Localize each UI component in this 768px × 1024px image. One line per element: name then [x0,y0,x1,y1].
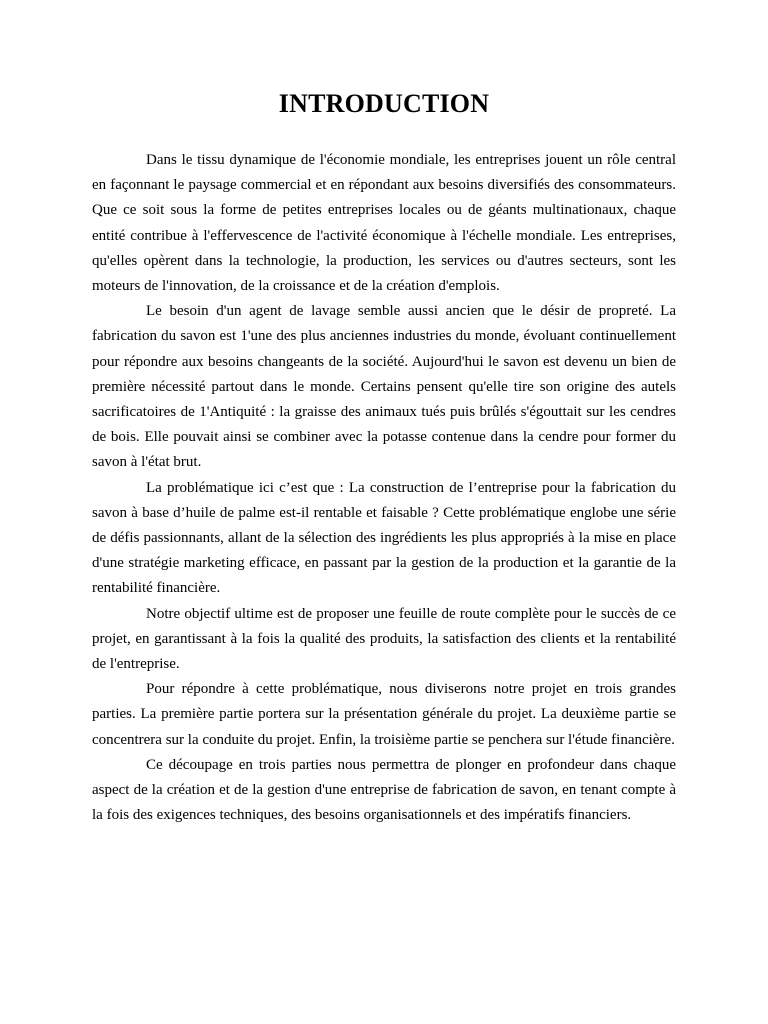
paragraph-problem-statement: La problématique ici c’est que : La construction de l’entreprise pour la fabrication du savon à base d’huile de palme est-il rentable et faisable ? Cette problématique englobe une série de défis passionnants, allant de la sélection des ingrédients les plus appropriés à la mise en place d'une stratégie marketing efficace, en passant par la gestion de la production et la garantie de la rentabilité financière. [92,479,676,597]
paragraph-structure: Ce découpage en trois parties nous permettra de plonger en profondeur dans chaque aspect de la création et de la gestion d'une entreprise de fabrication de savon, en tenant compte à la fois des exigences techniques, des besoins organisationnels et des impératifs financiers. [92,756,676,824]
page-title: INTRODUCTION [278,89,490,118]
paragraph-plan: Pour répondre à cette problématique, nous diviserons notre projet en trois grandes parties. La première partie portera sur la présentation générale du projet. La deuxième partie se concentrera sur la conduite du projet. Enfin, la troisième partie se penchera sur l'étude financière. [92,681,676,748]
paragraph-economy: Dans le tissu dynamique de l'économie mondiale, les entreprises jouent un rôle central en façonnant le paysage commercial et en répondant aux besoins diversifiés des consommateurs. Que ce soit sous la forme de petites entreprises locales ou de géants multinationaux, chaque entité contribue à l'effervescence de l'activité économique à l'échelle mondiale. Les entreprises, qu'elles opèrent dans la technologie, la production, les services ou d'autres secteurs, sont les moteurs de l'innovation, de la croissance et de la création d'emplois. [92,152,676,295]
paragraph-soap-history: Le besoin d'un agent de lavage semble aussi ancien que le désir de propreté. La fabrication du savon est 1'une des plus anciennes industries du monde, évoluant continuellement pour répondre aux besoins changeants de la société. Aujourd'hui le savon est devenu un bien de première nécessité partout dans le monde. Certains pensent qu'elle tire son origine des autels sacrificatoires de 1'Antiquité : la graisse des animaux tués puis brûlés s'égouttait sur les cendres de bois. Elle pouvait ainsi se combiner avec la potasse contenue dans la cendre pour former du savon à l'état brut. [92,303,676,471]
paragraph-objective: Notre objectif ultime est de proposer une feuille de route complète pour le succès de ce projet, en garantissant à la fois la qualité des produits, la satisfaction des clients et la rentabilité de l'entreprise. [92,605,676,673]
